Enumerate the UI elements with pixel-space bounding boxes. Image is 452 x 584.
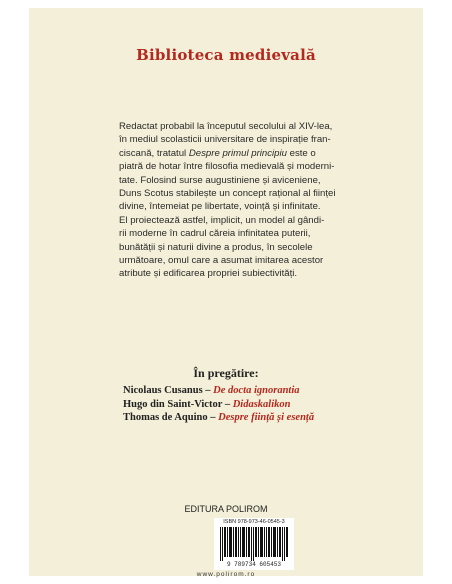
publisher-name: EDITURA POLIROM (184, 504, 268, 514)
list-item: Hugo din Saint-Victor – Didaskalikon (123, 398, 291, 410)
series-title: Biblioteca medievală (136, 46, 316, 64)
blurb-line: tate. Folosind surse augustiniene și aviceniene, (119, 174, 321, 186)
book-title-italic: Despre primul principiu (188, 147, 287, 159)
author-name: Hugo din Saint-Victor (123, 398, 223, 410)
blurb-line: Duns Scotus stabilește un concept rațional al ființei (119, 188, 336, 200)
author-name: Nicolaus Cusanus (123, 385, 203, 396)
list-item: Nicolaus Cusanus – De docta ignorantia (123, 385, 300, 396)
blurb-line: divine, întemeiat pe libertate, voință și infinitate. (119, 201, 321, 213)
publisher-website: www.polirom.ro (196, 571, 256, 578)
in-preparation-list (123, 384, 314, 425)
in-preparation-heading: În pregătire: (193, 366, 259, 380)
blurb-line: bunătății și naturii divine a produs, în secolele (119, 241, 313, 253)
author-name: Thomas de Aquino (123, 412, 208, 423)
barcode-bars-icon (220, 527, 288, 561)
blurb-line: Redactat probabil la începutul secolului al XIV-lea, (119, 121, 333, 132)
list-item: Thomas de Aquino – Despre ființă și esență (123, 412, 315, 423)
blurb-text (119, 120, 346, 281)
blurb-line: rii moderne în cadrul căreia infinitatea puterii, (119, 228, 311, 240)
forthcoming-title: Didaskalikon (232, 398, 291, 410)
barcode-number: 9 789734 605453 (226, 561, 281, 568)
blurb-line: piatră de hotar între filosofia medievală și moderni- (119, 161, 335, 173)
book-back-cover (29, 8, 423, 576)
forthcoming-title: Despre ființă și esență (218, 412, 315, 423)
blurb-line: ciscană, tratatul Despre primul principiu este o (119, 147, 316, 159)
barcode (214, 518, 294, 570)
blurb-line: în mediul scolasticii universitare de inspirație fran- (119, 134, 331, 146)
blurb-line: atribute și edificarea propriei subiectivități. (119, 268, 298, 280)
isbn-text: ISBN 978-973-46-0545-3 (223, 519, 285, 525)
blurb-line: următoare, omul care a asumat imitarea acestor (119, 255, 324, 267)
blurb-line: El proiectează astfel, implicit, un model al gândi- (119, 214, 325, 226)
forthcoming-title: De docta ignorantia (213, 385, 300, 396)
